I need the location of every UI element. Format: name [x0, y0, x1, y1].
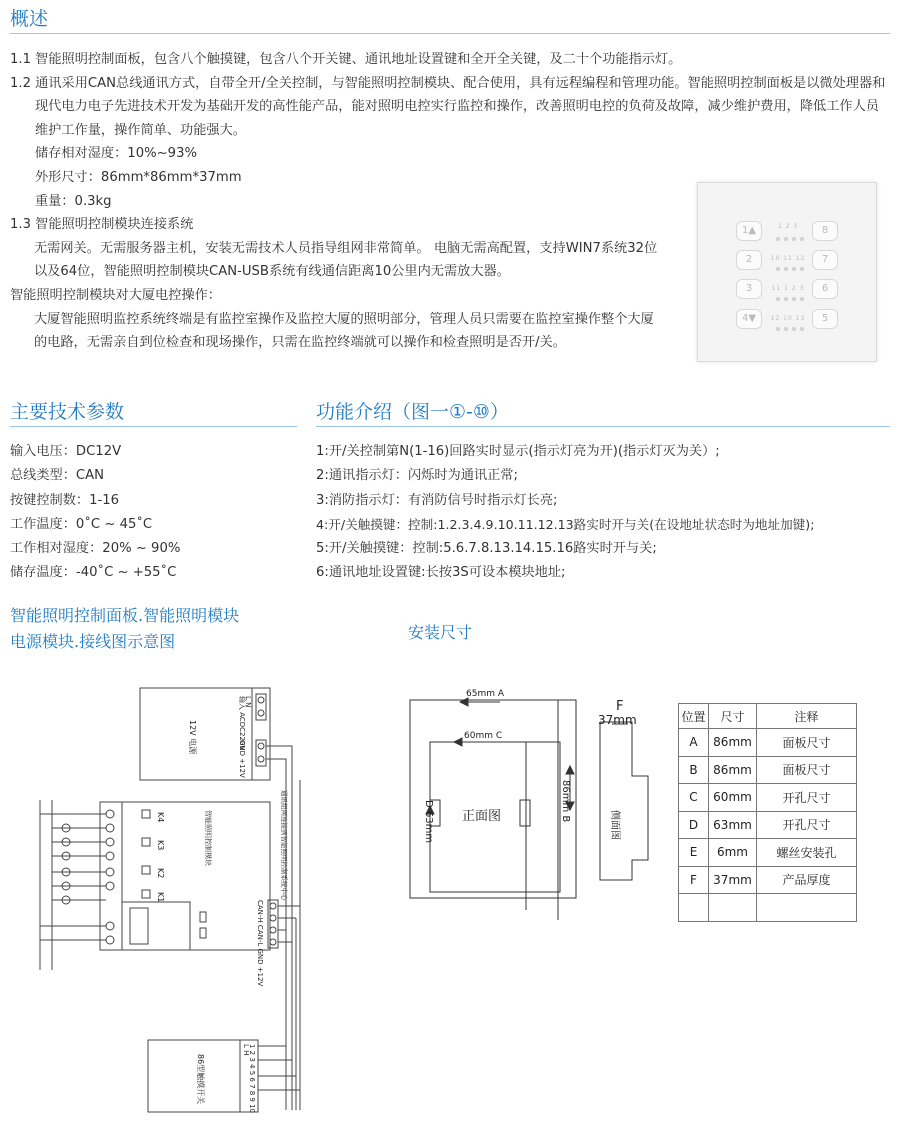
overview-line: 外形尺寸：86mm*86mm*37mm — [35, 169, 242, 185]
table-cell: 86mm — [709, 729, 757, 757]
dim-c-label: 60mm C — [464, 731, 503, 741]
panel-key: 6 — [812, 279, 838, 299]
overview-line: 无需网关。无需服务器主机，安装无需技术人员指导组网非常简单。 电脑无需高配置，支持WIN7系统32位以及64位，智能照明控制模块CAN-USB系统有线通信距离10公里内无需放大器。 — [34, 240, 658, 280]
table-cell — [679, 894, 709, 922]
switch-label: 86型触摸开关 — [196, 1054, 205, 1105]
table-row — [679, 729, 857, 757]
table-cell: 开孔尺寸 — [757, 784, 857, 812]
panel-led-dots — [698, 183, 878, 363]
table-cell: 面板尺寸 — [757, 729, 857, 757]
panel-key: 5 — [812, 309, 838, 329]
functions-divider — [316, 426, 890, 427]
param-item: 储存温度：-40˚C ~ +55˚C — [10, 565, 177, 581]
function-item: 4:开/关触摸键：控制:1.2.3.4.9.10.11.12.13路实时开与关(在设地址状态时为地址加键); — [316, 516, 815, 532]
overview-line: 1.1 智能照明控制面板，包含八个触摸键，包含八个开关键、通讯地址设置键和全开全关键，及二十个功能指示灯。 — [10, 52, 682, 67]
panel-key: 4▼ — [736, 309, 762, 329]
table-cell: 37mm — [709, 866, 757, 894]
functions-list — [316, 440, 814, 586]
overview-line: 重量：0.3kg — [35, 193, 112, 209]
overview-line: 智能照明控制模块对大厦电控操作： — [10, 287, 221, 303]
table-cell — [709, 894, 757, 922]
table-cell: E — [679, 839, 709, 867]
table-cell: B — [679, 756, 709, 784]
table-cell: 60mm — [709, 784, 757, 812]
table-row — [679, 756, 857, 784]
panel-key: 2 — [736, 250, 762, 270]
param-item: 总线类型：CAN — [10, 468, 105, 484]
functions-title: 功能介绍（图一①-⑩） — [316, 401, 509, 423]
table-header-row — [679, 704, 857, 729]
table-header: 位置 — [679, 704, 709, 729]
overview-line: 1.2 通讯采用CAN总线通讯方式，自带全开/全关控制，与智能照明控制模块、配合使用，具有远程编程和管理功能。智能照明控制面板是以微处理器和现代电力电子先进技术开发为基础开发的高性能产品，能对照明电控实行监控和操作，改善照明电控的负荷及故障，减少维护费用，降低工作人员维护工作量，操作简单、功能强大。 — [10, 75, 886, 138]
table-cell: 螺丝安装孔 — [757, 839, 857, 867]
param-item: 工作相对湿度：20% ~ 90% — [10, 541, 181, 557]
dim-b-label: 86mm B — [560, 780, 571, 823]
table-cell — [757, 894, 857, 922]
wiring-title-line: 智能照明控制面板.智能照明模块 — [10, 606, 240, 625]
table-cell: 产品厚度 — [757, 866, 857, 894]
table-cell: 6mm — [709, 839, 757, 867]
bus-cable-label: 通讯组网连接到智能照明控制系统中心 — [280, 790, 288, 901]
table-row — [679, 866, 857, 894]
table-cell: C — [679, 784, 709, 812]
relay-k1: K1 — [156, 892, 165, 903]
table-row — [679, 784, 857, 812]
params-title: 主要技术参数 — [10, 401, 125, 423]
side-view-label: 侧面图 — [609, 810, 620, 840]
table-cell: 86mm — [709, 756, 757, 784]
table-row — [679, 839, 857, 867]
dim-d-label: D 63mm — [423, 800, 434, 844]
panel-product-image — [697, 182, 877, 362]
overview-divider — [10, 33, 890, 34]
dim-f-letter: F — [616, 699, 624, 714]
switch-terms: 1 2 3 4 5 6 7 8 9 10 — [248, 1044, 256, 1114]
psu-terms-top: L N — [244, 696, 252, 708]
panel-indicators: 1 2 3 — [777, 223, 799, 230]
module-label: 智能照明控制模块 — [204, 810, 212, 866]
panel-key: 1▲ — [736, 221, 762, 241]
params-list — [10, 440, 180, 586]
function-item: 3:消防指示灯：有消防信号时指示灯长亮; — [316, 492, 558, 508]
table-cell: F — [679, 866, 709, 894]
relay-k4: K4 — [156, 812, 165, 823]
table-cell: A — [679, 729, 709, 757]
overview-line: 储存相对湿度：10%~93% — [35, 146, 197, 162]
panel-indicators: 10 11 12 — [770, 255, 806, 262]
param-item: 输入电压：DC12V — [10, 444, 122, 459]
table-row — [679, 894, 857, 922]
relay-k3: K3 — [156, 840, 165, 851]
param-item: 按键控制数：1-16 — [10, 492, 120, 508]
dimension-table — [678, 703, 857, 922]
front-view-label: 正面图 — [462, 809, 502, 824]
table-cell: 开孔尺寸 — [757, 811, 857, 839]
install-diagram — [400, 680, 670, 920]
bus-terms: CAN-H CAN-L GND +12V — [256, 900, 264, 987]
params-divider — [10, 426, 297, 427]
overview-line: 大厦智能照明监控系统终端是有监控室操作及监控大厦的照明部分，管理人员只需要在监控室操作整个大厦的电路，无需亲自到位检查和现场操作，只需在监控终端就可以操作和检查照明是否开/关。 — [34, 311, 654, 351]
table-header: 尺寸 — [709, 704, 757, 729]
table-cell: 面板尺寸 — [757, 756, 857, 784]
wiring-title-line: 电源模块.接线图示意图 — [10, 632, 176, 651]
function-item: 1:开/关控制第N(1-16)回路实时显示(指示灯亮为开)(指示灯灭为关）; — [316, 444, 720, 459]
panel-key: 8 — [812, 221, 838, 241]
param-item: 工作温度：0˚C ~ 45˚C — [10, 516, 153, 532]
relay-k2: K2 — [156, 868, 165, 879]
table-cell: 63mm — [709, 811, 757, 839]
table-row — [679, 811, 857, 839]
psu-input-label: 输入 ACDC220V — [238, 696, 246, 751]
wiring-diagram — [30, 680, 350, 1120]
panel-key: 3 — [736, 279, 762, 299]
overview-title: 概述 — [10, 8, 49, 30]
function-item: 6:通讯地址设置键:长按3S可设本模块地址; — [316, 565, 566, 581]
function-item: 5:开/关触摸键：控制:5.6.7.8.13.14.15.16路实时开与关; — [316, 541, 657, 557]
overview-line: 1.3 智能照明控制模块连接系统 — [10, 217, 194, 233]
switch-power: L H — [242, 1044, 250, 1056]
dim-f-label: 37mm — [598, 713, 637, 727]
psu-label: 12V 电源 — [188, 720, 197, 755]
dim-a-label: 65mm A — [466, 689, 505, 699]
panel-indicators: 11 1 2 3 — [771, 285, 805, 292]
panel-key: 7 — [812, 250, 838, 270]
wiring-title — [10, 603, 239, 655]
install-title: 安装尺寸 — [408, 623, 473, 642]
table-header: 注释 — [757, 704, 857, 729]
panel-indicators: 12 10 13 — [770, 315, 806, 322]
table-cell: D — [679, 811, 709, 839]
psu-terms-out: GND +12V — [238, 740, 246, 778]
function-item: 2:通讯指示灯：闪烁时为通讯正常; — [316, 468, 518, 484]
